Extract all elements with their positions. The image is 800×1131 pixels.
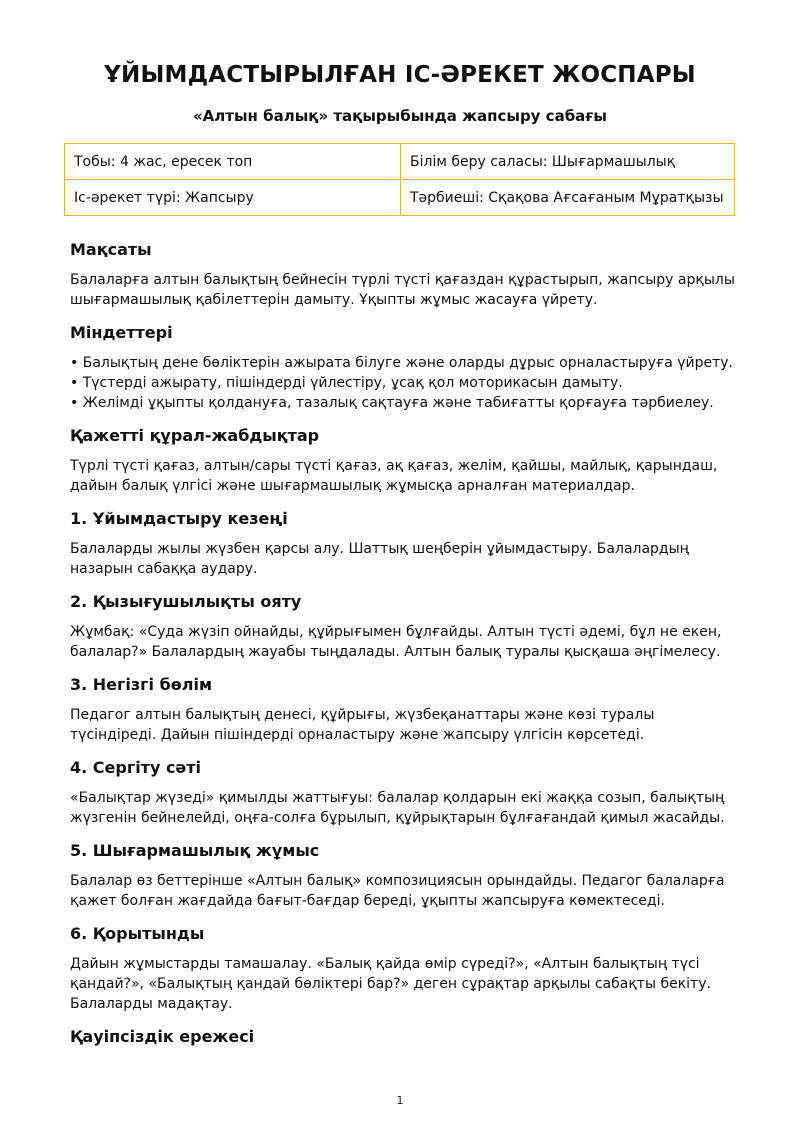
section-text: Түрлі түсті қағаз, алтын/сары түсті қағаз, ақ қағаз, желім, қайшы, майлық, қарындаш, дайын балық үлгісі және шығармашылық жұмысқа арналған материалдар. [70,458,718,494]
section-text: Балаларға алтын балықтың бейнесін түрлі түсті қағаздан құрастырып, жапсыру арқылы шығармашылық қабілеттерін дамыту. Ұқыпты жұмыс жасауға үйрету. [70,272,735,308]
section-exercise [70,756,738,828]
list-item: • Балықтың дене бөліктерін ажырата білуге және оларды дұрыс орналастыруға үйрету. [70,355,733,371]
section-text: Дайын жұмыстарды тамашалау. «Балық қайда өмір сүреді?», «Алтын балықтың түсі қандай?», «Балықтың қандай бөліктері бар?» деген сұрақтар арқылы сабақты бекіту. Балаларды мадақтау. [70,956,711,1012]
info-table [64,143,735,216]
section-heading: 6. Қорытынды [70,924,205,943]
info-row [65,180,735,216]
section-heading: 2. Қызығушылықты ояту [70,592,302,611]
section-text: Педагог алтын балықтың денесі, құйрығы, жүзбеқанаттары және көзі туралы түсіндіреді. Дайын пішіндерді орналастыру және жапсыру үлгісін көрсетеді. [70,707,655,743]
section-heading: Қажетті құрал-жабдықтар [70,426,320,445]
section-heading: 4. Сергіту сәті [70,758,202,777]
section-text: Жұмбақ: «Суда жүзіп ойнайды, құйрығымен бұлғайды. Алтын түсті әдемі, бұл не екен, балалар?» Балалардың жауабы тыңдалады. Алтын балық туралы қысқаша әңгімелесу. [70,624,722,660]
section-heading: 1. Ұйымдастыру кезеңі [70,509,288,528]
document-body [70,238,738,1060]
section-safety [70,1025,738,1049]
section-heading: Қауіпсіздік ережесі [70,1027,255,1046]
info-group: Тобы: 4 жас, ересек топ [65,144,401,180]
section-text: Балаларды жылы жүзбен қарсы алу. Шаттық шеңберін ұйымдастыру. Балалардың назарын сабаққа аудару. [70,541,689,577]
list-item: • Түстерді ажырату, пішіндерді үйлестіру, ұсақ қол моторикасын дамыту. [70,375,623,391]
page-subtitle: «Алтын балық» тақырыбында жапсыру сабағы [192,107,608,125]
section-heading: 5. Шығармашылық жұмыс [70,841,320,860]
section-text: Балалар өз беттерінше «Алтын балық» композициясын орындайды. Педагог балаларға қажет болған жағдайда бағыт-бағдар береді, ұқыпты жапсыруға көмектеседі. [70,873,725,909]
section-goal [70,238,738,310]
section-tasks [70,321,738,413]
info-row [65,144,735,180]
info-teacher: Тәрбиеші: Сқақова Ағсағаным Мұратқызы [401,180,735,216]
section-conclusion [70,922,738,1014]
section-heading: 3. Негізгі бөлім [70,675,213,694]
info-area: Білім беру саласы: Шығармашылық [401,144,735,180]
section-creative-work [70,839,738,911]
page-number: 1 [396,1094,404,1107]
section-heading: Міндеттері [70,323,173,342]
page-title: ҰЙЫМДАСТЫРЫЛҒАН ІС-ӘРЕКЕТ ЖОСПАРЫ [104,62,696,88]
info-activity: Іс-әрекет түрі: Жапсыру [65,180,401,216]
section-organization [70,507,738,579]
section-motivation [70,590,738,662]
section-text: «Балықтар жүзеді» қимылды жаттығуы: балалар қолдарын екі жаққа созып, балықтың жүзгенін бейнелейді, оңға-солға бұрылып, құйрықтарын бұлғағандай қимыл жасайды. [70,790,725,826]
section-main [70,673,738,745]
section-materials [70,424,738,496]
list-item: • Желімді ұқыпты қолдануға, тазалық сақтауға және табиғатты қорғауға тәрбиелеу. [70,395,714,411]
section-heading: Мақсаты [70,240,152,259]
